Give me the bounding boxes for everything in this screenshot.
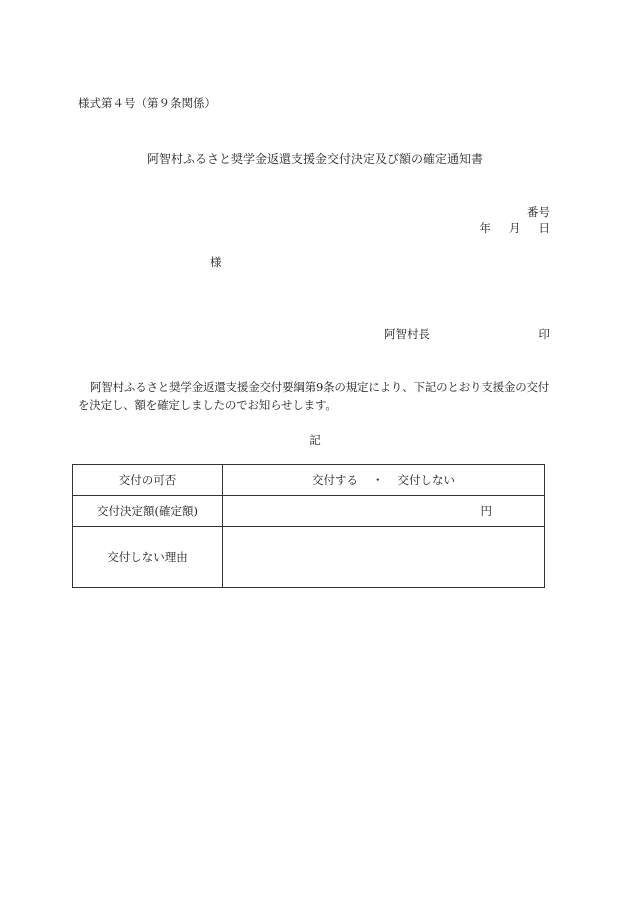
approval-label: 交付の可否 bbox=[73, 465, 223, 496]
document-title: 阿智村ふるさと奨学金返還支援金交付決定及び額の確定通知書 bbox=[146, 152, 483, 166]
amount-value-cell bbox=[223, 496, 545, 527]
detail-table bbox=[72, 464, 545, 588]
day-label: 日 bbox=[538, 221, 550, 235]
year-label: 年 bbox=[479, 221, 491, 235]
ki-heading: 記 bbox=[309, 433, 321, 447]
reason-value-cell bbox=[223, 527, 545, 588]
reason-label: 交付しない理由 bbox=[73, 527, 223, 588]
amount-label: 交付決定額(確定額) bbox=[73, 496, 223, 527]
approval-yes-option: 交付する bbox=[312, 473, 358, 487]
month-label: 月 bbox=[509, 221, 521, 235]
amount-unit: 円 bbox=[480, 504, 492, 518]
document-number-label: 番号 bbox=[527, 205, 550, 219]
body-paragraph: 阿智村ふるさと奨学金返還支援金交付要綱第9条の規定により、下記のとおり支援金の交付を決定し、額を確定しましたのでお知らせします。 bbox=[78, 380, 550, 412]
date-line bbox=[480, 220, 551, 236]
form-number: 様式第４号（第９条関係） bbox=[78, 96, 216, 110]
seal-mark: 印 bbox=[538, 327, 550, 341]
table-row-amount bbox=[73, 496, 545, 527]
table-row-reason bbox=[73, 527, 545, 588]
issuer-name: 阿智村長 bbox=[384, 327, 430, 341]
table-row-approval bbox=[73, 465, 545, 496]
recipient-honorific: 様 bbox=[210, 255, 222, 269]
approval-separator: ・ bbox=[372, 473, 384, 487]
approval-no-option: 交付しない bbox=[397, 473, 455, 487]
approval-options bbox=[223, 465, 545, 496]
